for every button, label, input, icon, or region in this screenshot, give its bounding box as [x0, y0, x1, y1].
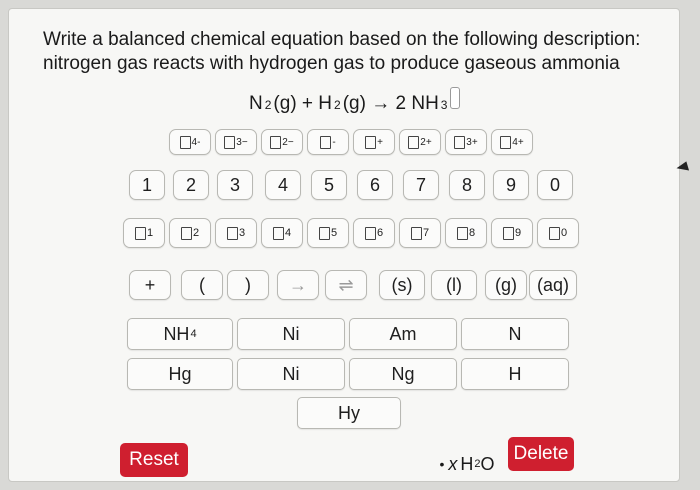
element-ni-button-2[interactable]: Ni — [237, 358, 345, 390]
charge-plus-button[interactable]: + — [353, 129, 395, 155]
charge-3-plus-button[interactable]: 3+ — [445, 129, 487, 155]
delete-button[interactable]: Delete — [508, 437, 574, 471]
arrow-button[interactable]: → — [277, 270, 319, 300]
placeholder-box-icon — [549, 227, 560, 240]
placeholder-box-icon — [273, 227, 284, 240]
charge-2-plus-button[interactable]: 2+ — [399, 129, 441, 155]
element-n-button[interactable]: N — [461, 318, 569, 350]
subscript-3-button[interactable]: 3 — [215, 218, 257, 248]
charge-4-minus-button[interactable]: 4- — [169, 129, 211, 155]
placeholder-box-icon — [411, 227, 422, 240]
subscript-5-button[interactable]: 5 — [307, 218, 349, 248]
question-text-line-2: nitrogen gas reacts with hydrogen gas to produce gaseous ammonia — [43, 53, 620, 74]
eq-h-state: (g) → 2 NH — [342, 93, 439, 114]
digit-1-button[interactable]: 1 — [129, 170, 165, 200]
state-liquid-button[interactable]: (l) — [431, 270, 477, 300]
digit-5-button[interactable]: 5 — [311, 170, 347, 200]
charge-3-minus-button[interactable]: 3− — [215, 129, 257, 155]
state-solid-button[interactable]: (s) — [379, 270, 425, 300]
question-text-line-1: Write a balanced chemical equation based on the following description: — [43, 29, 641, 50]
placeholder-box-icon — [320, 136, 331, 149]
digit-2-button[interactable]: 2 — [173, 170, 209, 200]
placeholder-box-icon — [270, 136, 281, 149]
subscript-2-button[interactable]: 2 — [169, 218, 211, 248]
placeholder-box-icon — [365, 136, 376, 149]
placeholder-box-icon — [180, 136, 191, 149]
subscript-0-button[interactable]: 0 — [537, 218, 579, 248]
subscript-8-button[interactable]: 8 — [445, 218, 487, 248]
equilibrium-arrow-button[interactable]: ⇌ — [325, 270, 367, 300]
subscript-4-button[interactable]: 4 — [261, 218, 303, 248]
question-panel — [8, 8, 680, 482]
cursor-input-box[interactable] — [450, 87, 460, 109]
digit-6-button[interactable]: 6 — [357, 170, 393, 200]
subscript-1-button[interactable]: 1 — [123, 218, 165, 248]
element-hg-button[interactable]: Hg — [127, 358, 233, 390]
eq-n: N — [249, 93, 263, 114]
eq-nh-sub: 3 — [440, 98, 448, 112]
digit-3-button[interactable]: 3 — [217, 170, 253, 200]
subscript-9-button[interactable]: 9 — [491, 218, 533, 248]
reset-button[interactable]: Reset — [120, 443, 188, 477]
digit-0-button[interactable]: 0 — [537, 170, 573, 200]
digit-8-button[interactable]: 8 — [449, 170, 485, 200]
charge-4-plus-button[interactable]: 4+ — [491, 129, 533, 155]
eq-h-sub: 2 — [334, 98, 341, 112]
digit-7-button[interactable]: 7 — [403, 170, 439, 200]
answer-equation[interactable] — [249, 87, 460, 115]
plus-button[interactable]: + — [129, 270, 171, 300]
placeholder-box-icon — [224, 136, 235, 149]
right-paren-button[interactable]: ) — [227, 270, 269, 300]
placeholder-box-icon — [408, 136, 419, 149]
subscript-6-button[interactable]: 6 — [353, 218, 395, 248]
placeholder-box-icon — [227, 227, 238, 240]
charge-minus-button[interactable]: - — [307, 129, 349, 155]
placeholder-box-icon — [454, 136, 465, 149]
placeholder-box-icon — [365, 227, 376, 240]
element-ng-button[interactable]: Ng — [349, 358, 457, 390]
placeholder-box-icon — [457, 227, 468, 240]
water-of-hydration-button[interactable]: • x H 2 O — [439, 453, 495, 474]
element-hy-button[interactable]: Hy — [297, 397, 401, 429]
element-ni-button[interactable]: Ni — [237, 318, 345, 350]
element-nh4-button[interactable]: NH 4 — [127, 318, 233, 350]
placeholder-box-icon — [135, 227, 146, 240]
eq-n-state: (g) + H — [273, 93, 333, 114]
state-gas-button[interactable]: (g) — [485, 270, 527, 300]
element-am-button[interactable]: Am — [349, 318, 457, 350]
element-h-button[interactable]: H — [461, 358, 569, 390]
placeholder-box-icon — [500, 136, 511, 149]
placeholder-box-icon — [503, 227, 514, 240]
left-paren-button[interactable]: ( — [181, 270, 223, 300]
placeholder-box-icon — [181, 227, 192, 240]
charge-2-minus-button[interactable]: 2− — [261, 129, 303, 155]
digit-4-button[interactable]: 4 — [265, 170, 301, 200]
digit-9-button[interactable]: 9 — [493, 170, 529, 200]
subscript-7-button[interactable]: 7 — [399, 218, 441, 248]
placeholder-box-icon — [319, 227, 330, 240]
eq-n-sub: 2 — [264, 98, 272, 112]
state-aqueous-button[interactable]: (aq) — [529, 270, 577, 300]
